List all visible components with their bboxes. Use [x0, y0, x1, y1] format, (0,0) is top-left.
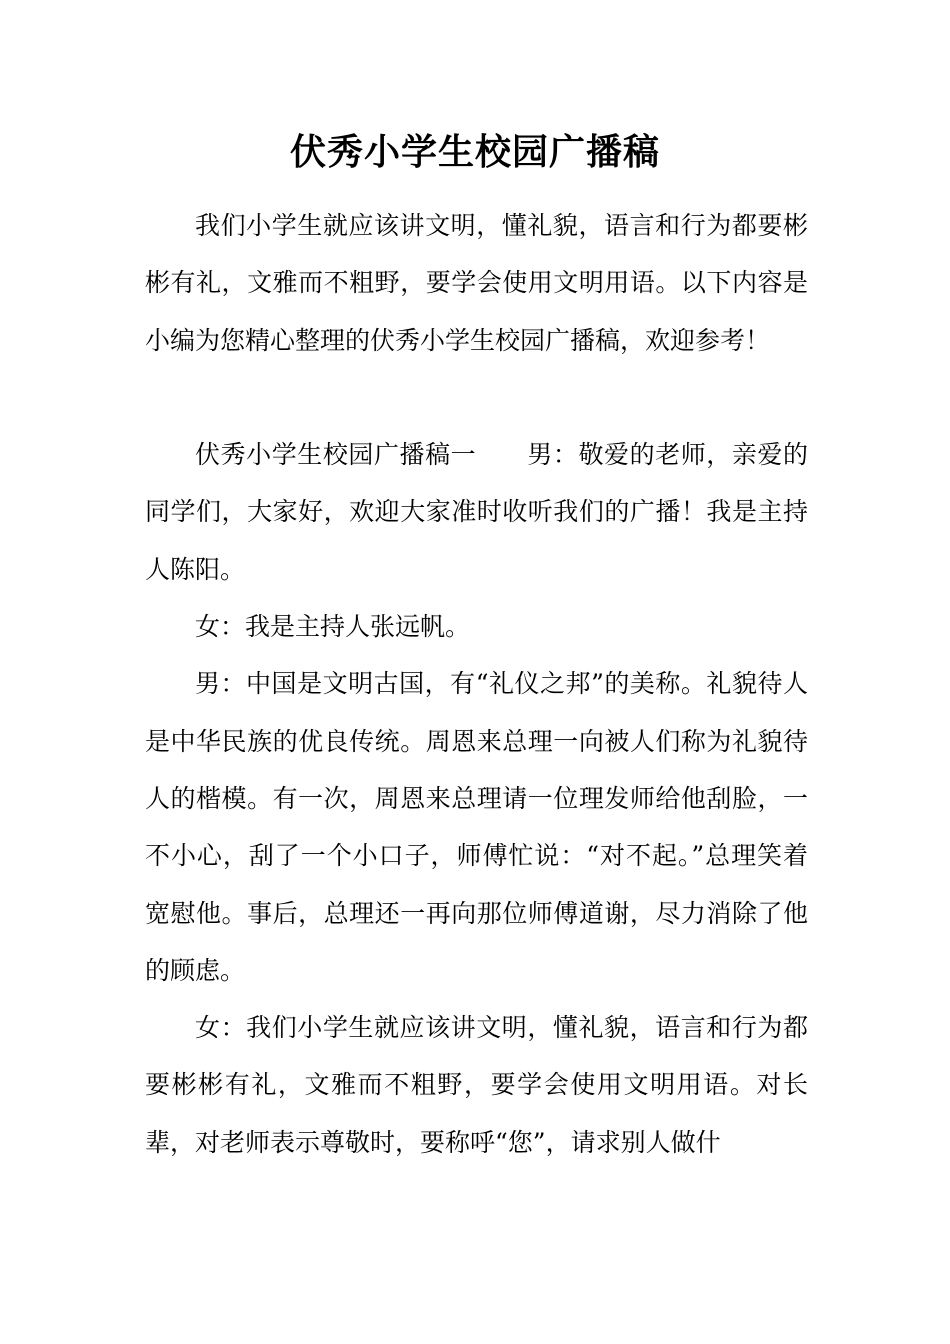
section-one-opening-paragraph: 伏秀小学生校园广播稿一 男：敬爱的老师，亲爱的同学们，大家好，欢迎大家准时收听我们的广播！我是主持人陈阳。 [145, 440, 808, 584]
male-host-story-paragraph: 男：中国是文明古国，有“礼仪之邦”的美称。礼貌待人是中华民族的优良传统。周恩来总理一向被人们称为礼貌待人的楷模。有一次，周恩来总理请一位理发师给他刮脸，一不小心，刮了一个小口子，师傅忙说：“对不起。”总理笑着宽慰他。事后，总理还一再向那位师傅道谢，尽力消除了他的顾虑。 [145, 669, 808, 985]
intro-paragraph: 我们小学生就应该讲文明，懂礼貌，语言和行为都要彬彬有礼，文雅而不粗野，要学会使用文明用语。以下内容是小编为您精心整理的伏秀小学生校园广播稿，欢迎参考！ [145, 211, 808, 355]
female-host-etiquette-paragraph: 女：我们小学生就应该讲文明，懂礼貌，语言和行为都要彬彬有礼，文雅而不粗野，要学会使用文明用语。对长辈，对老师表示尊敬时，要称呼“您”，请求别人做什 [145, 1013, 808, 1157]
paragraph-gap [145, 369, 808, 426]
document-body [145, 197, 808, 1171]
document-title: 伏秀小学生校园广播稿 [289, 132, 660, 173]
female-host-intro-paragraph: 女：我是主持人张远帆。 [195, 612, 471, 642]
